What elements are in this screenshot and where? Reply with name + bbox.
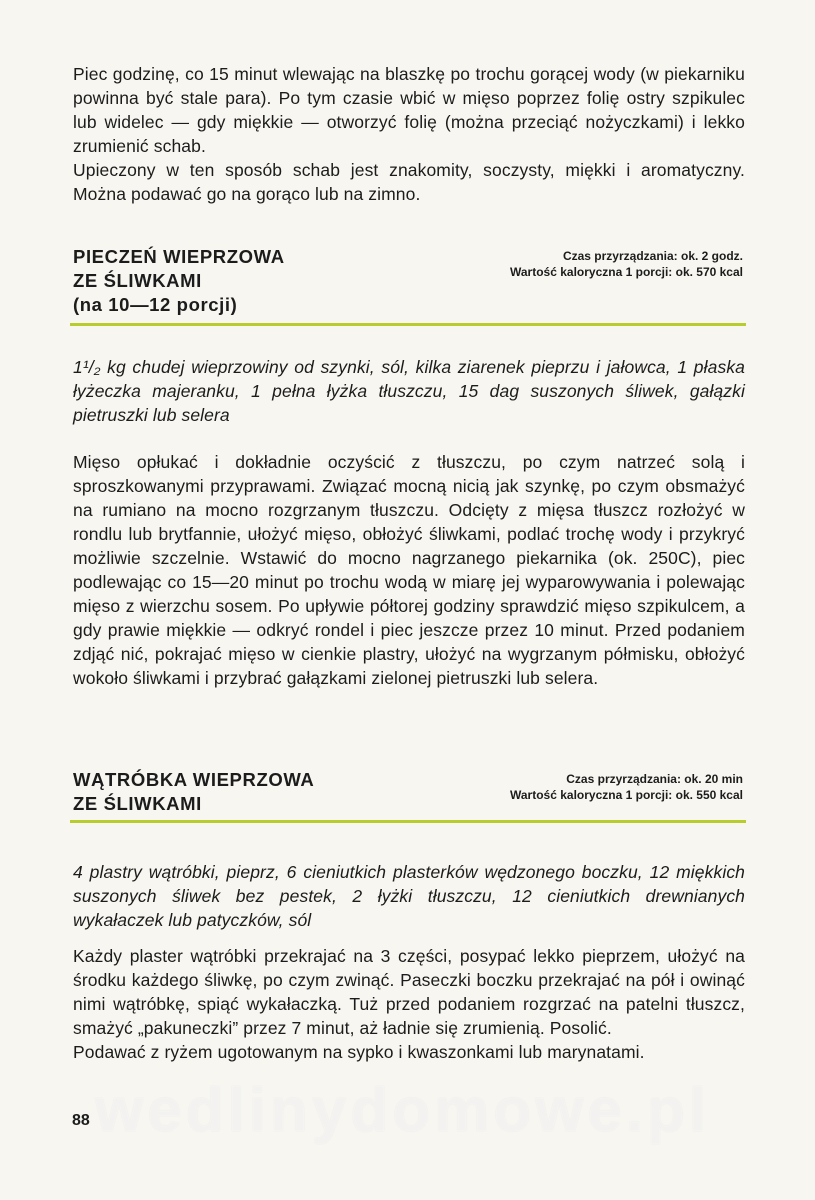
recipe-2-time: Czas przyrządzania: ok. 20 min	[566, 772, 743, 786]
recipe-1-method: Mięso opłukać i dokładnie oczyścić z tłuszczu, po czym natrzeć solą i sproszkowanymi przyprawami. Związać mocną nicią jak szynkę, po czym obsmażyć na rumiano na mocno rozgrzanym tłuszczu. Odcięty z mięsa tłuszcz rozłożyć w rondlu lub brytfannie, ułożyć mięso, obłożyć śliwkami, podlać trochę wody i przykryć możliwie szczelnie. Wstawić do mocno nagrzanego piekarnika (ok. 250C), piec podlewając co 15—20 minut po trochu wodą w miarę jej wyparowywania i polewając mięso z wierzchu sosem. Po upływie półtorej godziny sprawdzić mięso szpikulcem, a gdy prawie miękkie — odkryć rondel i piec jeszcze przez 10 minut. Przed podaniem zdjąć nić, pokrajać mięso w cienkie plastry, ułożyć na wygrzanym półmisku, obłożyć wokoło śliwkami i przybrać gałązkami zielonej pietruszki lub selera.	[73, 452, 745, 688]
intro-paragraph-1: Piec godzinę, co 15 minut wlewając na blaszkę po trochu gorącej wody (w piekarniku powinna być stale para). Po tym czasie wbić w mięso poprzez folię ostry szpikulec lub widelec — gdy miękkie — otworzyć folię (można przeciąć nożyczkami) i lekko zrumienić schab.	[73, 64, 745, 156]
recipe-1-ingredients: 1¹/₂ kg chudej wieprzowiny od szynki, sól, kilka ziarenek pieprzu i jałowca, 1 płaska łyżeczka majeranku, 1 pełna łyżka tłuszczu, 15 dag suszonych śliwek, gałązki pietruszki lub selera	[73, 357, 745, 425]
recipe-2-ingredients: 4 plastry wątróbki, pieprz, 6 cieniutkich plasterków wędzonego boczku, 12 miękkich suszonych śliwek bez pestek, 2 łyżki tłuszczu, 12 cieniutkich drewnianych wykałaczek lub patyczków, sól	[73, 862, 745, 930]
recipe-1-meta	[510, 248, 743, 280]
recipe-2-calories: Wartość kaloryczna 1 porcji: ok. 550 kcal	[510, 788, 743, 802]
page-number: 88	[72, 1112, 90, 1129]
recipe-1-divider	[70, 323, 746, 326]
recipe-2-meta	[510, 771, 743, 803]
recipe-1-title-line-2: ZE ŚLIWKAMI	[73, 270, 202, 291]
recipe-2-header	[73, 768, 745, 816]
watermark: wedlinydomowe.pl	[95, 1076, 711, 1145]
recipe-2-method-paragraph-2: Podawać z ryżem ugotowanym na sypko i kwaszonkami lub marynatami.	[73, 1042, 645, 1062]
recipe-1-calories: Wartość kaloryczna 1 porcji: ok. 570 kcal	[510, 265, 743, 279]
intro-text	[73, 62, 745, 206]
recipe-2-divider	[70, 820, 746, 823]
recipe-2-title-line-1: WĄTRÓBKA WIEPRZOWA	[73, 769, 315, 790]
recipe-2-method-paragraph-1: Każdy plaster wątróbki przekrajać na 3 części, posypać lekko pieprzem, ułożyć na środku każdego śliwkę, po czym zwinąć. Paseczki boczku przekrajać na pół i owinąć nimi wątróbkę, spiąć wykałaczką. Tuż przed podaniem rozgrzać na patelni tłuszcz, smażyć „pakuneczki” przez 7 minut, aż ładnie się zrumienią. Posolić.	[73, 946, 745, 1038]
recipe-1-time: Czas przyrządzania: ok. 2 godz.	[562, 249, 743, 263]
recipe-2-title-line-2: ZE ŚLIWKAMI	[73, 793, 202, 814]
recipe-1-title-line-3: (na 10—12 porcji)	[73, 294, 238, 315]
intro-paragraph-2: Upieczony w ten sposób schab jest znakomity, soczysty, miękki i aromatyczny. Można podawać go na gorąco lub na zimno.	[73, 160, 745, 204]
recipe-1-header	[73, 245, 745, 317]
recipe-2-method	[73, 944, 745, 1064]
recipe-1-title-line-1: PIECZEŃ WIEPRZOWA	[73, 246, 285, 267]
